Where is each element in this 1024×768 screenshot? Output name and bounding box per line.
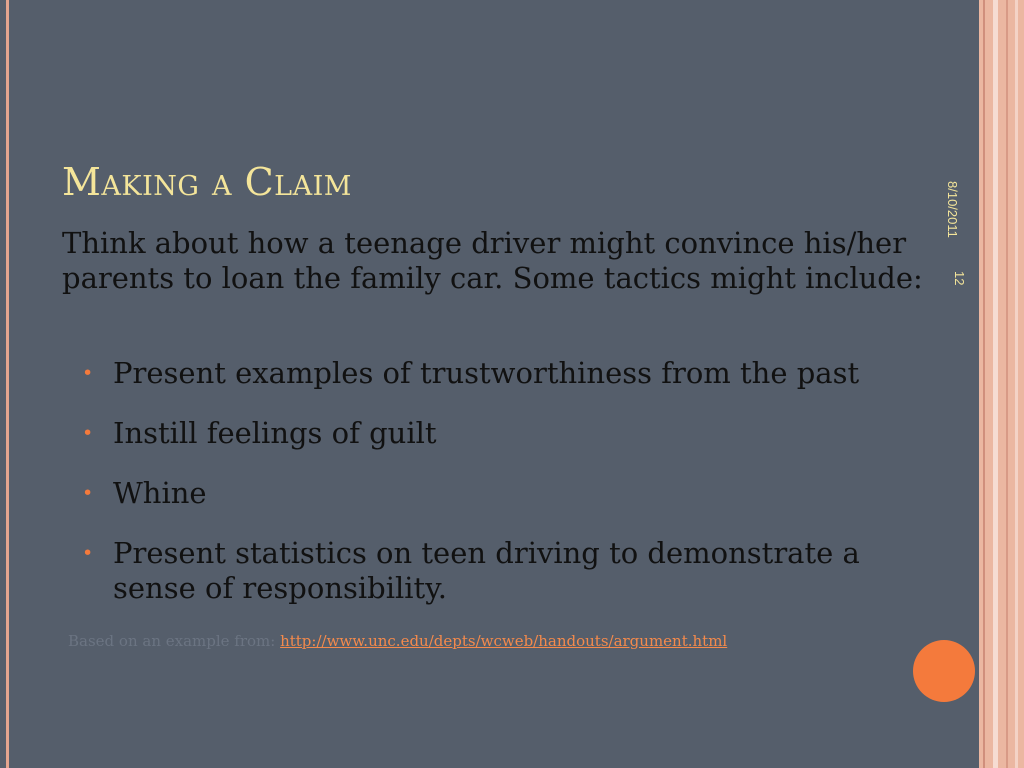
list-item — [82, 416, 942, 451]
list-item-text: Instill feelings of guilt — [113, 416, 437, 450]
bullet-icon: • — [82, 362, 94, 384]
right-band-line — [993, 0, 998, 768]
source-prefix: Based on an example from: — [68, 632, 281, 650]
list-item — [82, 536, 942, 606]
right-band-line — [1006, 0, 1008, 768]
source-citation — [68, 632, 928, 650]
slide-title: Making a Claim — [62, 160, 352, 204]
bullet-icon: • — [82, 482, 94, 504]
right-band-line — [983, 0, 985, 768]
decorative-circle — [913, 640, 975, 702]
list-item-text: Present statistics on teen driving to demonstrate a sense of responsibility. — [113, 536, 860, 605]
intro-paragraph: Think about how a teenage driver might convince his/her parents to loan the family car. Some tactics might include: — [62, 226, 923, 295]
slide-page-number: 12 — [952, 271, 967, 286]
bullet-icon: • — [82, 542, 94, 564]
list-item-text: Present examples of trustworthiness from the past — [113, 356, 860, 390]
list-item-text: Whine — [113, 476, 207, 510]
source-link[interactable]: http://www.unc.edu/depts/wcweb/handouts/argument.html — [280, 632, 728, 650]
bullet-icon: • — [82, 422, 94, 444]
list-item — [82, 476, 942, 511]
list-item — [82, 356, 942, 391]
slide-date: 8/10/2011 — [945, 181, 960, 238]
tactic-list — [82, 356, 942, 631]
left-border-line — [6, 0, 9, 768]
right-band-line — [1015, 0, 1018, 768]
